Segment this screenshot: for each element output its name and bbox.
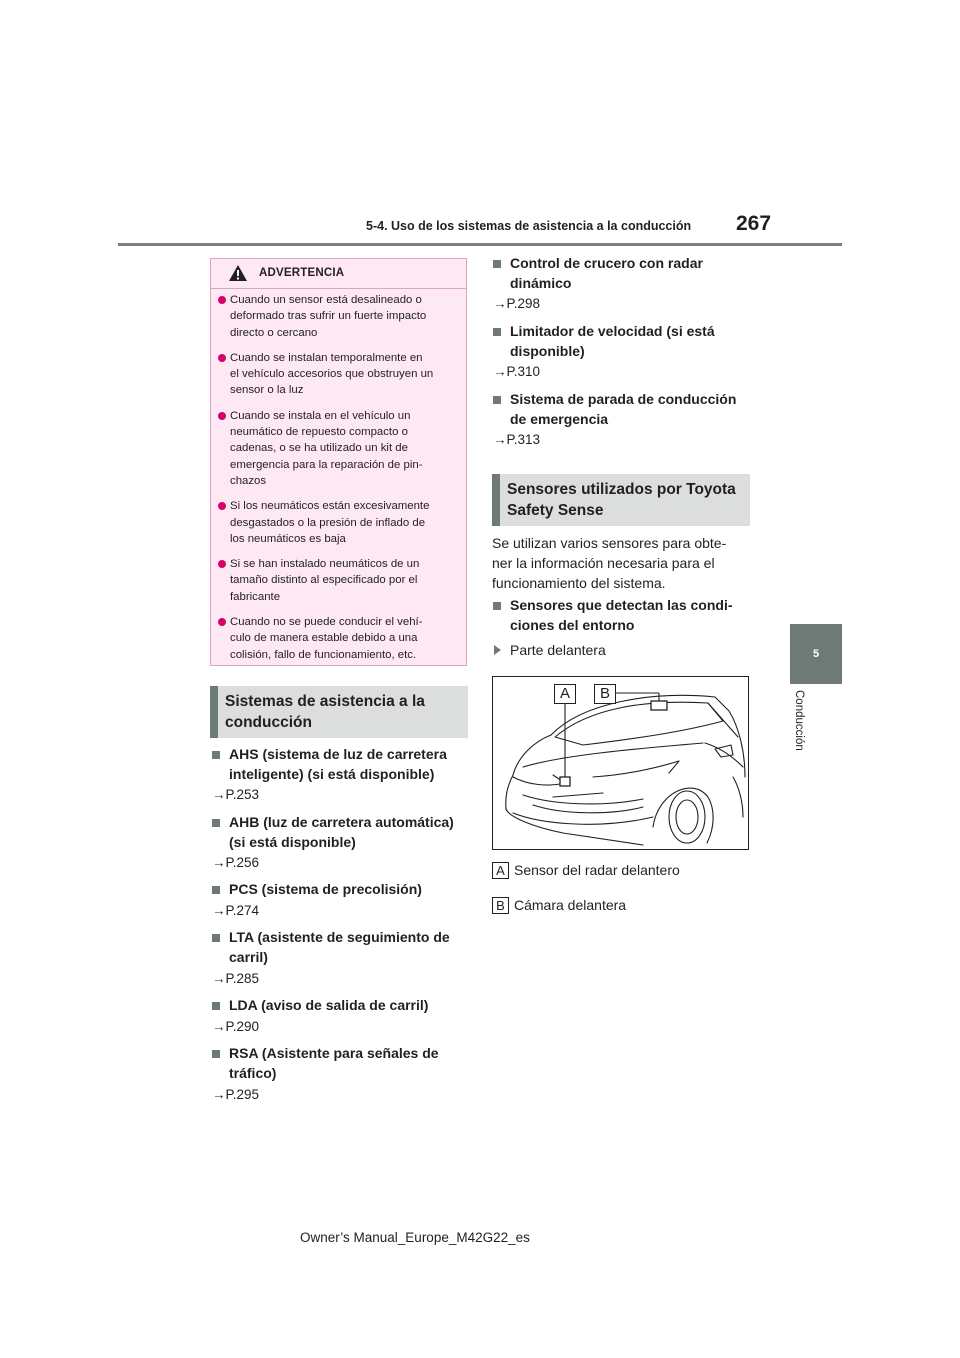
warning-item: Cuando un sensor está desalineado o deformado tras sufrir un fuerte impacto directo o cercano xyxy=(211,292,466,341)
warning-box xyxy=(210,258,467,666)
warning-item: Si los neumáticos están excesivamente desgastados o la presión de inflado de los neumáticos es baja xyxy=(211,498,466,547)
page-reference-link[interactable]: →P.285 xyxy=(212,971,260,986)
bullet-dot-icon xyxy=(218,412,226,420)
warning-item: Cuando se instala en el vehículo un neumático de repuesto compacto o cadenas, o se ha utilizado un kit de emergencia para la reparación de pin- chazos xyxy=(211,408,466,489)
feature-title: Limitador de velocidad (si está disponible) xyxy=(510,323,715,359)
legend-key-b: B xyxy=(492,897,509,914)
square-bullet-icon xyxy=(493,396,501,404)
feature-title: Sistema de parada de conducción de emergencia xyxy=(510,391,737,427)
bullet-dot-icon xyxy=(218,618,226,626)
feature-title: LTA (asistente de seguimiento de carril) xyxy=(229,929,450,965)
page-reference-link[interactable]: →P.298 xyxy=(493,296,541,311)
square-bullet-icon xyxy=(493,602,501,610)
bullet-dot-icon xyxy=(218,296,226,304)
warning-item: Cuando no se puede conducir el vehí- culo de manera estable debido a una colisión, fallo de funcionamiento, etc. xyxy=(211,614,466,663)
feature-title: Control de crucero con radar dinámico xyxy=(510,255,703,291)
callout-b: B xyxy=(594,684,616,704)
header-rule xyxy=(118,243,842,246)
page-reference-link[interactable]: →P.313 xyxy=(493,432,541,447)
warning-list xyxy=(211,290,466,663)
warning-header xyxy=(211,259,466,289)
feature-title: AHB (luz de carretera automática) (si está disponible) xyxy=(229,814,454,850)
sensors-subtitle: Sensores que detectan las condi- ciones del entorno xyxy=(510,597,733,633)
page-reference-link[interactable]: →P.256 xyxy=(212,855,260,870)
square-bullet-icon xyxy=(212,1002,220,1010)
warning-item: Cuando se instalan temporalmente en el vehículo accesorios que obstruyen un sensor o la luz xyxy=(211,350,466,399)
page-reference-link[interactable]: →P.290 xyxy=(212,1019,260,1034)
legend-text-radar: Sensor del radar delantero xyxy=(514,862,680,878)
page-reference-link[interactable]: →P.253 xyxy=(212,787,260,802)
square-bullet-icon xyxy=(493,260,501,268)
camera-module-icon xyxy=(651,701,667,710)
square-bullet-icon xyxy=(212,819,220,827)
warning-title: ADVERTENCIA xyxy=(259,267,345,279)
square-bullet-icon xyxy=(493,328,501,336)
page-reference-link[interactable]: →P.310 xyxy=(493,364,541,379)
front-part-label: Parte delantera xyxy=(510,642,606,658)
section-heading-sensors: Sensores utilizados por Toyota Safety Sense xyxy=(492,474,750,526)
chapter-tab[interactable]: 5 xyxy=(790,624,842,684)
legend-text-camera: Cámara delantera xyxy=(514,897,627,913)
bullet-dot-icon xyxy=(218,560,226,568)
callout-a: A xyxy=(554,684,576,704)
legend-key-a: A xyxy=(492,862,509,879)
feature-title: AHS (sistema de luz de carretera inteligente) (si está disponible) xyxy=(229,746,447,782)
section-heading-driving-assist: Sistemas de asistencia a la conducción xyxy=(210,686,468,738)
warning-item: Si se han instalado neumáticos de un tamaño distinto al especificado por el fabricante xyxy=(211,556,466,605)
feature-title: PCS (sistema de precolisión) xyxy=(229,881,422,897)
square-bullet-icon xyxy=(212,751,220,759)
radar-sensor-icon xyxy=(560,777,570,786)
square-bullet-icon xyxy=(212,1050,220,1058)
chapter-label: Conducción xyxy=(793,690,805,751)
car-illustration xyxy=(493,677,748,849)
square-bullet-icon xyxy=(212,886,220,894)
triangle-bullet-icon xyxy=(494,645,501,655)
square-bullet-icon xyxy=(212,934,220,942)
warning-triangle-icon xyxy=(228,264,248,282)
feature-title: LDA (aviso de salida de carril) xyxy=(229,997,429,1013)
bullet-dot-icon xyxy=(218,354,226,362)
bullet-dot-icon xyxy=(218,502,226,510)
page-reference-link[interactable]: →P.295 xyxy=(212,1087,260,1102)
page-reference-link[interactable]: →P.274 xyxy=(212,903,260,918)
page-number: 267 xyxy=(736,212,772,235)
sensors-intro: Se utilizan varios sensores para obte- ner la información necesaria para el funcionamiento del sistema. xyxy=(492,535,727,591)
footer-manual-id: Owner’s Manual_Europe_M42G22_es xyxy=(300,1230,530,1245)
feature-title: RSA (Asistente para señales de tráfico) xyxy=(229,1045,439,1081)
section-header: 5-4. Uso de los sistemas de asistencia a la conducción xyxy=(366,219,692,233)
car-sensor-figure xyxy=(492,676,749,850)
